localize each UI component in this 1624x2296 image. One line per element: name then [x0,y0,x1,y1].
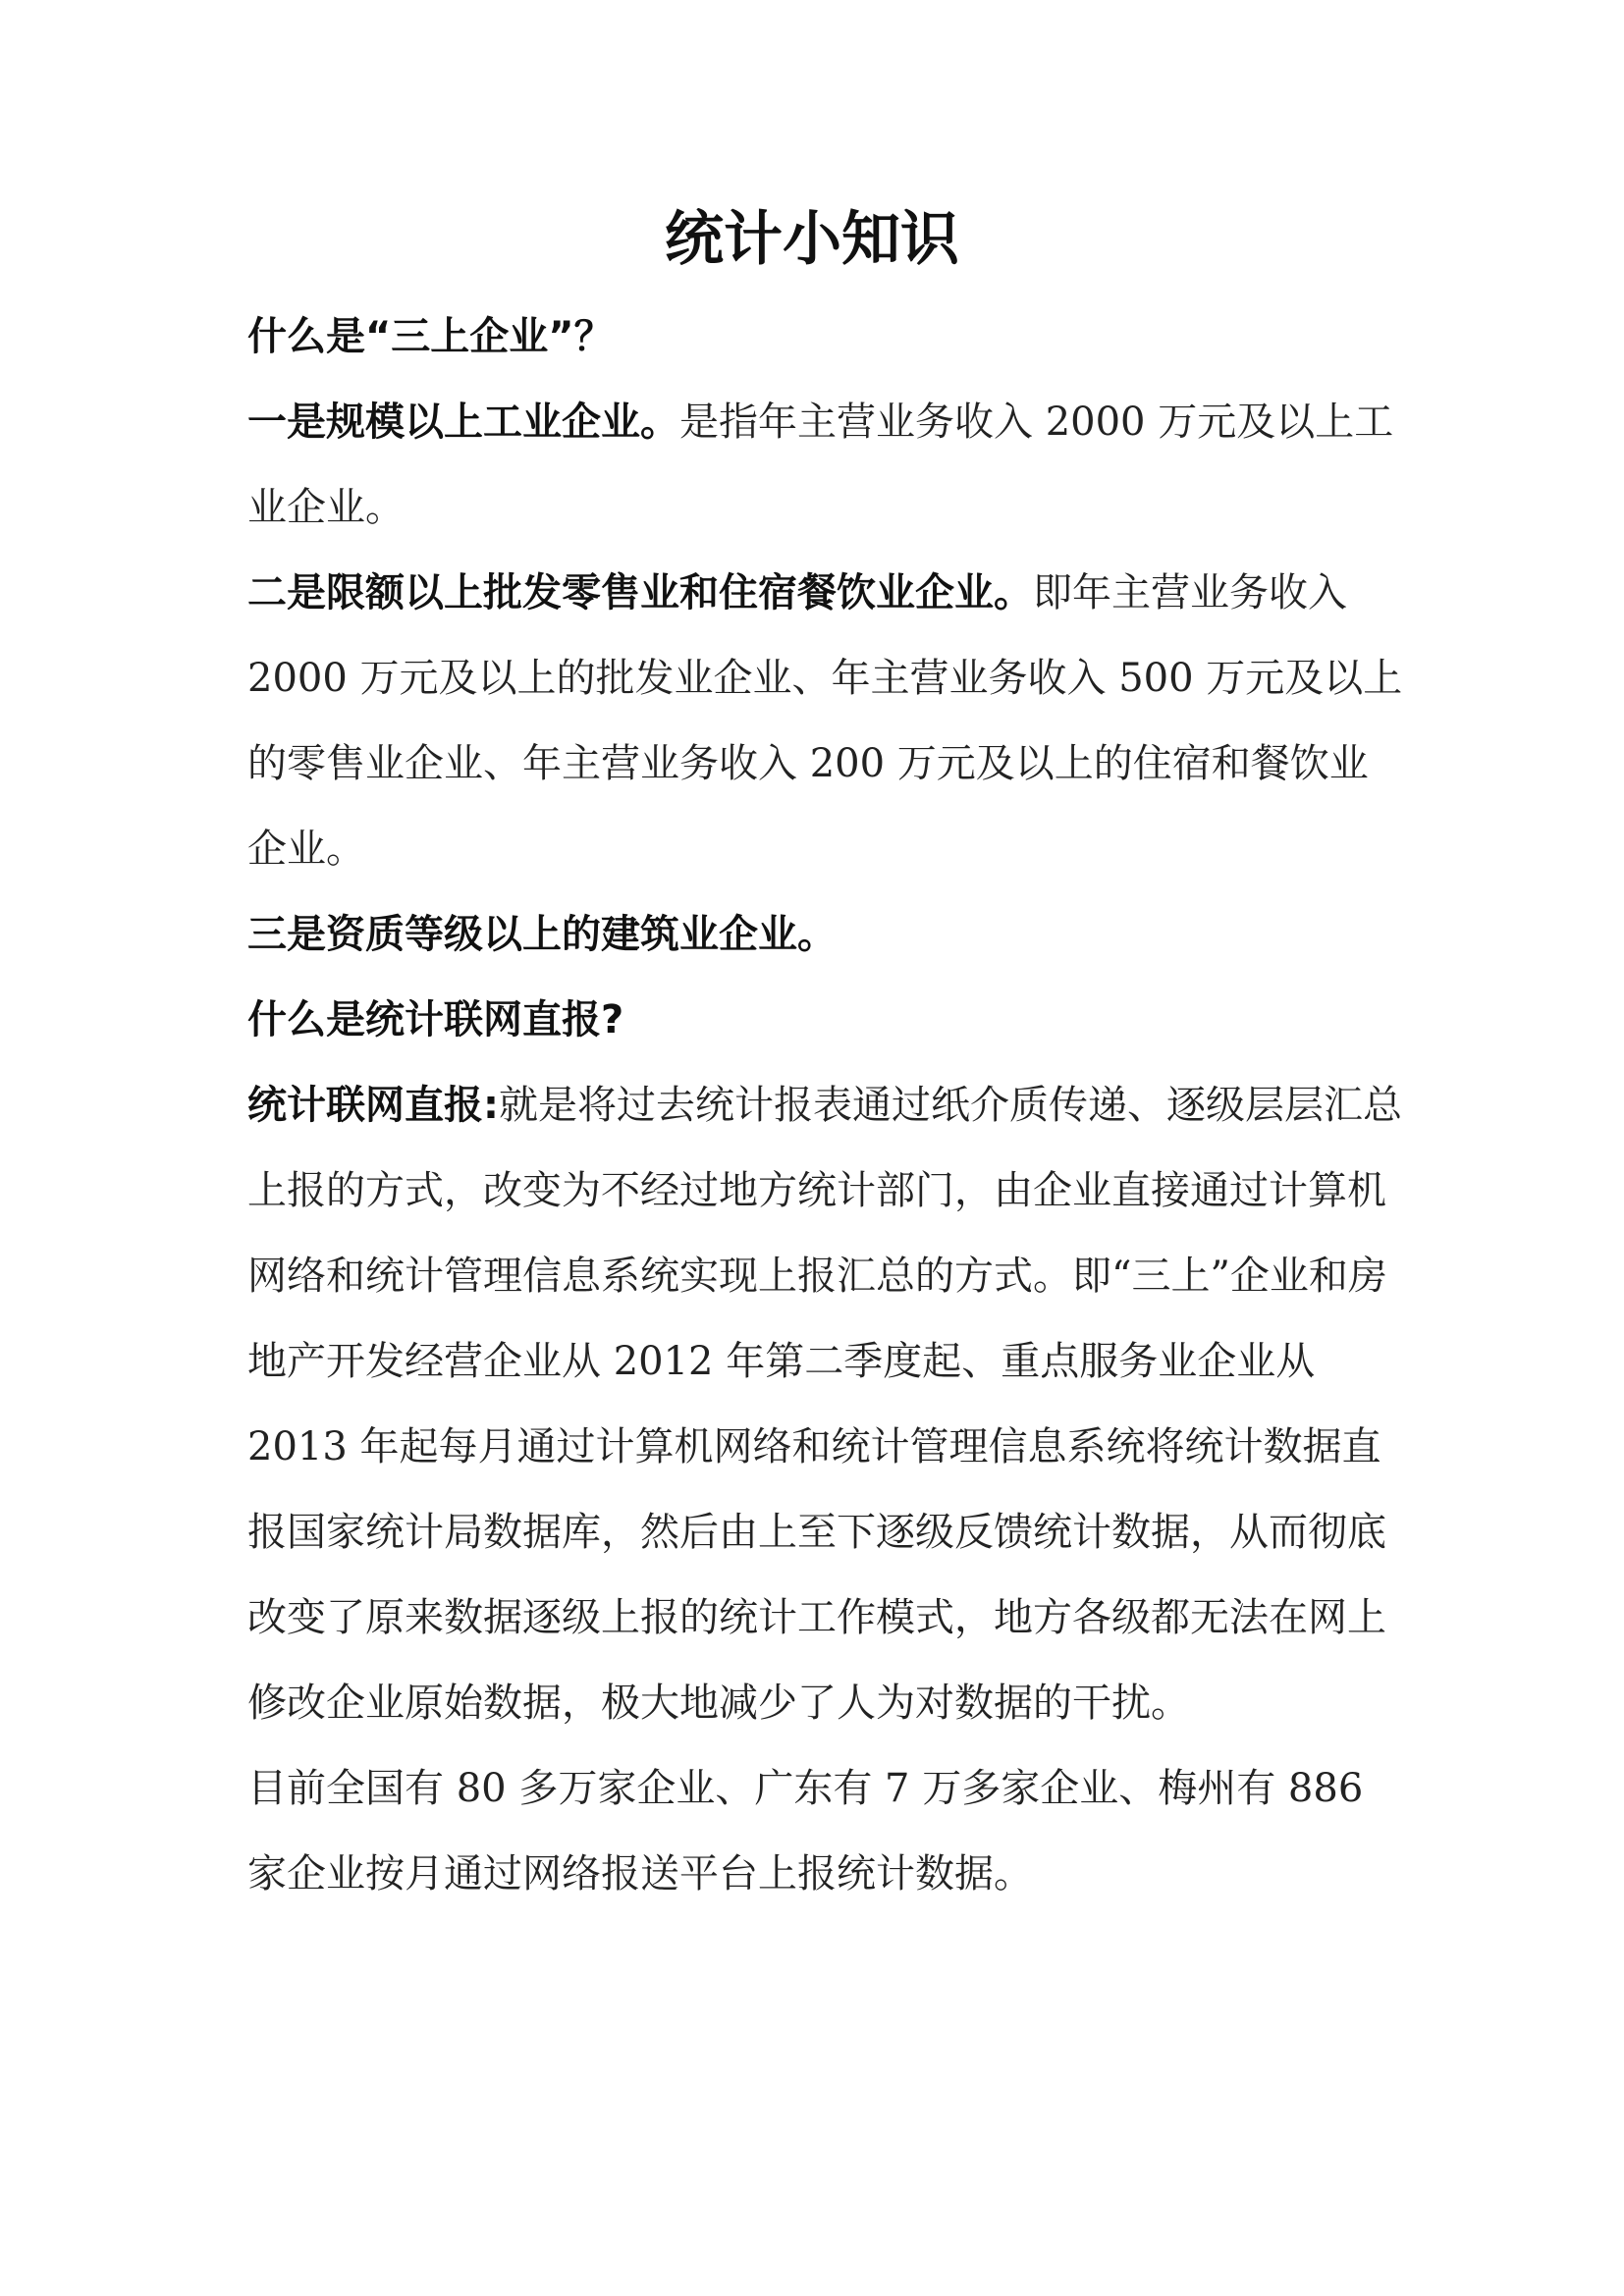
paragraph-text: 目前全国有 80 多万家企业、广东有 7 万多家企业、梅州有 886 家企业按月通过网络报送平台上报统计数据。 [247,1766,1364,1896]
paragraph-text: 是指年主营业务收入 2000 万元及以上工业企业。 [247,400,1394,530]
paragraph-lead: 一是规模以上工业企业。 [247,400,679,445]
document-title: 统计小知识 [665,205,959,274]
paragraph-enterprise-counts [247,1746,1406,1917]
paragraph-construction-enterprises [247,892,1406,978]
paragraph-text: 就是将过去统计报表通过纸介质传递、逐级层层汇总上报的方式，改变为不经过地方统计部门，由企业直接通过计算机网络和统计管理信息系统实现上报汇总的方式。即“三上”企业和房地产开发经营企业从 2012 年第二季度起、重点服务业企业从 2013 年起每月通过计算机网络和统计管理信息系统将统计数据直报国家统计局数据库，然后由上至下逐级反馈统计数据，从而彻底改变了原来数据逐级上报的统计工作模式，地方各级都无法在网上修改企业原始数据，极大地减少了人为对数据的干扰。 [247,1083,1402,1726]
document-body [247,294,1406,1917]
question-heading-2 [247,978,1406,1063]
paragraph-lead: 二是限额以上批发零售业和住宿餐饮业企业。 [247,570,1033,615]
question-heading-1 [247,294,1406,380]
question-text: 什么是“三上企业”？ [247,314,614,359]
paragraph-trade-enterprises [247,551,1406,892]
paragraph-industrial-enterprises [247,380,1406,551]
paragraph-text: 即年主营业务收入 2000 万元及以上的批发业企业、年主营业务收入 500 万元及以上的零售业企业、年主营业务收入 200 万元及以上的住宿和餐饮业企业。 [247,570,1403,872]
paragraph-direct-reporting [247,1063,1406,1746]
paragraph-lead: 统计联网直报: [247,1083,499,1128]
question-text: 什么是统计联网直报? [247,997,624,1042]
paragraph-lead: 三是资质等级以上的建筑业企业。 [247,912,837,957]
